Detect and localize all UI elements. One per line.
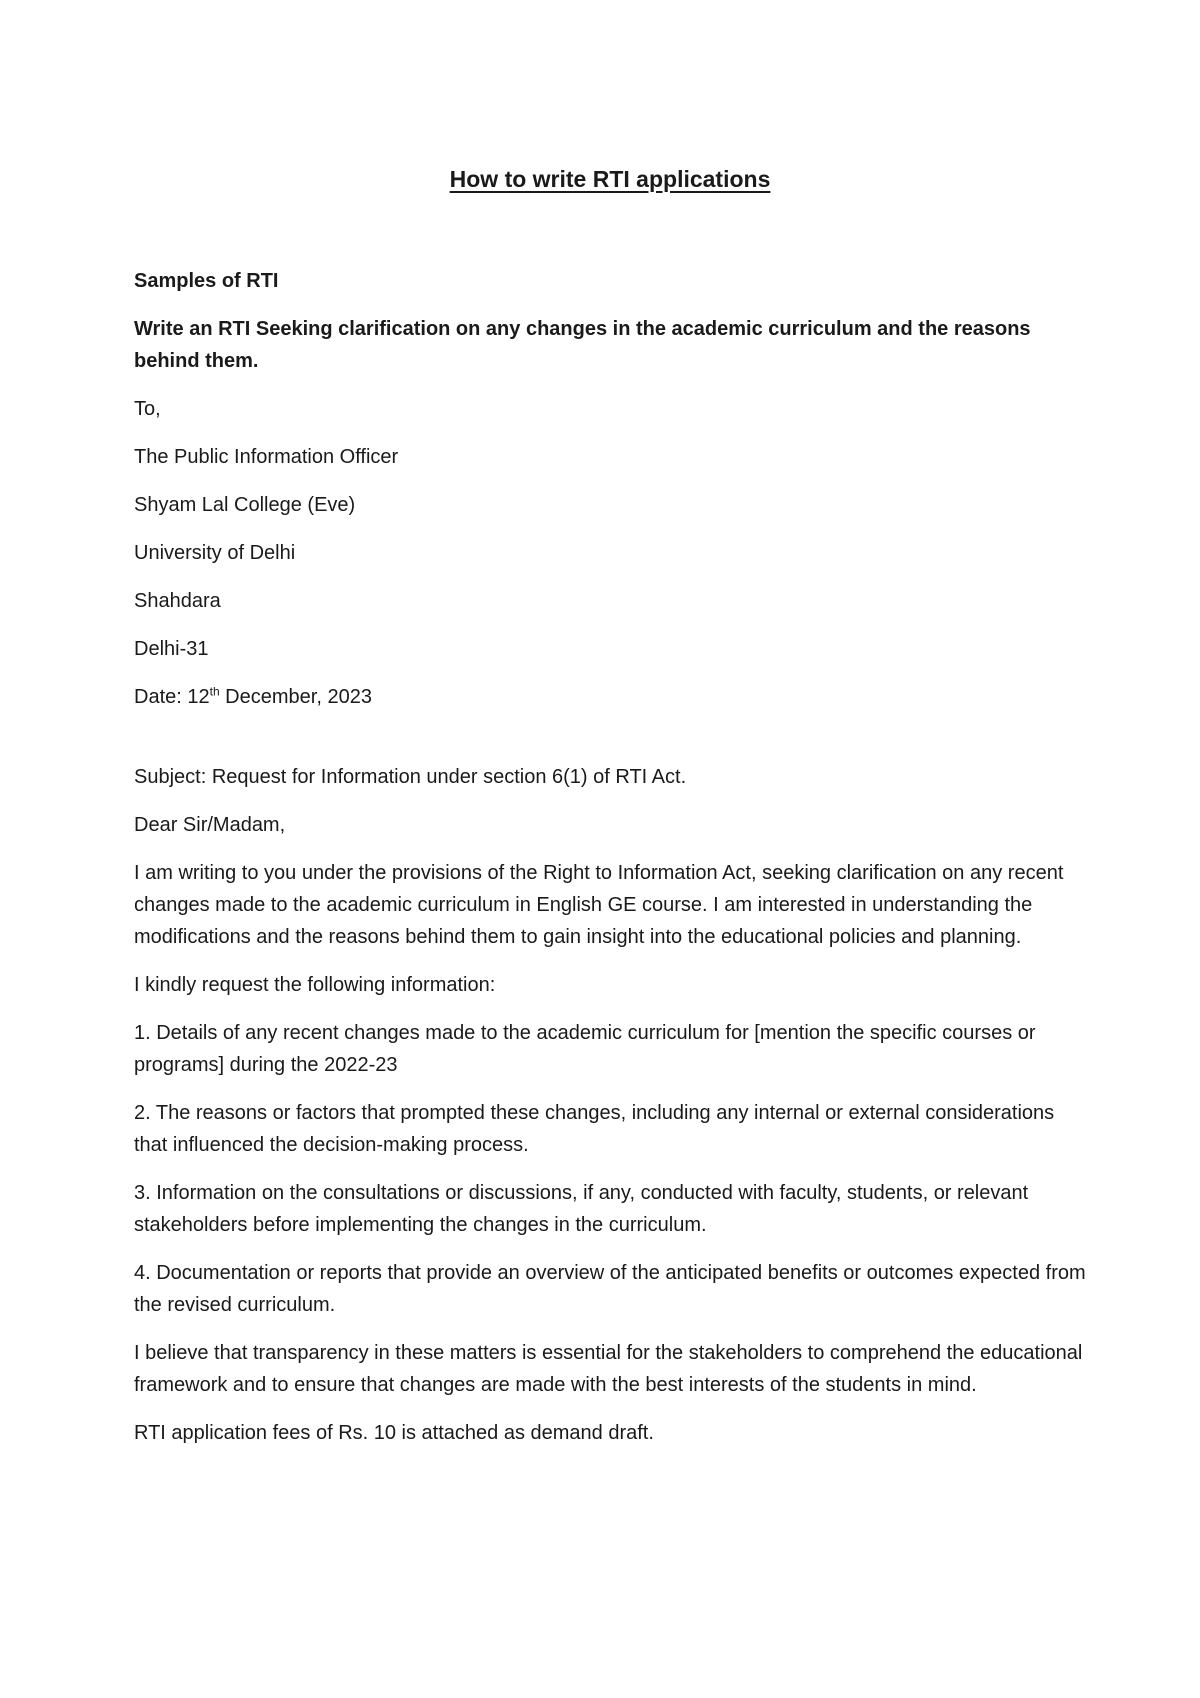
address-line: Shahdara <box>134 590 221 612</box>
request-item: 4. Documentation or reports that provide an overview of the anticipated benefits or outcomes expected from the revised curriculum. <box>134 1262 1086 1316</box>
date-prefix: Date: 12 <box>134 686 210 708</box>
date-line <box>134 681 1092 713</box>
address-line: Shyam Lal College (Eve) <box>134 494 356 516</box>
date-rest: December, 2023 <box>219 686 372 708</box>
request-item: 2. The reasons or factors that prompted these changes, including any internal or external considerations that influenced the decision-making process. <box>134 1102 1055 1156</box>
document-body <box>134 265 1092 1465</box>
document-title: How to write RTI applications <box>449 166 771 192</box>
subject-line: Subject: Request for Information under section 6(1) of RTI Act. <box>134 766 687 788</box>
address-line: University of Delhi <box>134 542 296 564</box>
question-heading: Write an RTI Seeking clarification on any changes in the academic curriculum and the reasons behind them. <box>134 318 1031 372</box>
address-block <box>134 393 1092 713</box>
fees-line: RTI application fees of Rs. 10 is attached as demand draft. <box>134 1422 654 1444</box>
address-to: To, <box>134 398 161 420</box>
address-line: The Public Information Officer <box>134 446 399 468</box>
request-item: 1. Details of any recent changes made to the academic curriculum for [mention the specific courses or programs] during the 2022-23 <box>134 1022 1036 1076</box>
request-item: 3. Information on the consultations or discussions, if any, conducted with faculty, students, or relevant stakeholders before implementing the changes in the curriculum. <box>134 1182 1029 1236</box>
intro-paragraph: I am writing to you under the provisions of the Right to Information Act, seeking clarification on any recent changes made to the academic curriculum in English GE course. I am interested in understanding the modifications and the reasons behind them to gain insight into the educational policies and planning. <box>134 862 1064 948</box>
date-suffix: th <box>209 684 220 699</box>
section-heading: Samples of RTI <box>134 270 279 292</box>
address-line: Delhi-31 <box>134 638 209 660</box>
request-lead: I kindly request the following information: <box>134 974 496 996</box>
closing-paragraph: I believe that transparency in these matters is essential for the stakeholders to comprehend the educational framework and to ensure that changes are made with the best interests of the students in mind. <box>134 1342 1083 1396</box>
salutation: Dear Sir/Madam, <box>134 814 286 836</box>
